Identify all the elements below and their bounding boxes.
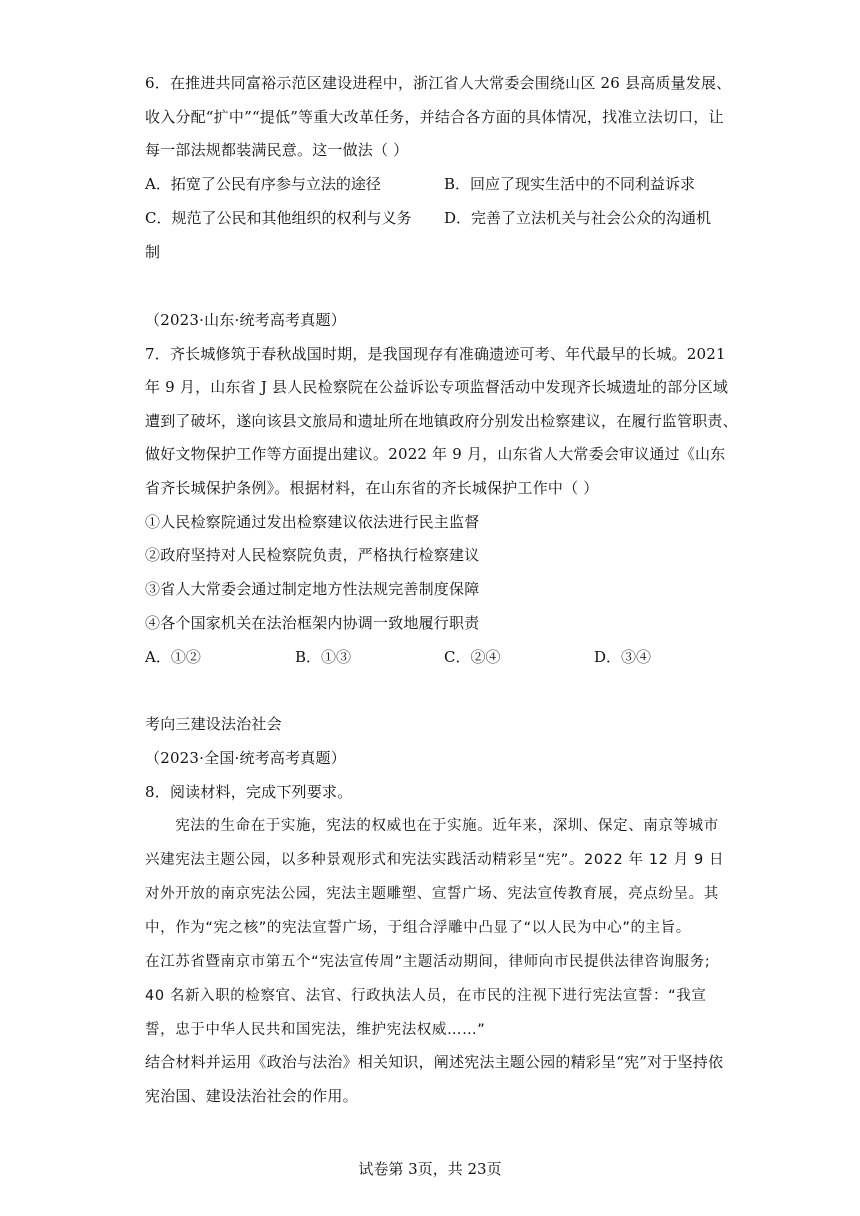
q6-stem-line-1: 6．在推进共同富裕示范区建设进程中，浙江省人大常委会围绕山区 26 县高质量发展、 [145, 74, 732, 92]
q8-material-line-1: 宪法的生命在于实施，宪法的权威也在于实施。近年来，深圳、保定、南京等城市 [145, 818, 719, 834]
page-footer: 试卷第 3页，共 23页 [358, 1160, 502, 1178]
q7-option-d: D．③④ [594, 648, 652, 666]
q7-statement-3: ③省人大常委会通过制定地方性法规完善制度保障 [145, 580, 480, 598]
q6-option-d: D．完善了立法机关与社会公众的沟通机 [444, 209, 712, 227]
q6-option-d-continued: 制 [145, 243, 161, 261]
q8-question-line-1: 结合材料并运用《政治与法治》相关知识，阐述宪法主题公园的精彩呈“宪”对于坚持依 [145, 1053, 724, 1071]
q7-option-a: A．①② [145, 648, 201, 666]
q8-stem: 8．阅读材料，完成下列要求。 [145, 783, 353, 801]
q7-stem-line-2: 年 9 月，山东省 J 县人民检察院在公益诉讼专项监督活动中发现齐长城遗址的部分区域 [145, 378, 729, 396]
q7-statement-1: ①人民检察院通过发出检察建议依法进行民主监督 [145, 513, 480, 531]
q8-material-line-7: 誓，忠于中华人民共和国宪法，维护宪法权威……” [145, 1022, 486, 1038]
q8-material-line-5: 在江苏省暨南京市第五个“宪法宣传周”主题活动期间，律师向市民提供法律咨询服务; [145, 954, 711, 970]
q8-material-line-2: 兴建宪法主题公园，以多种景观形式和宪法实践活动精彩呈“宪”。2022 年 12 月 9 日 [145, 852, 725, 868]
q7-option-c: C．②④ [444, 648, 501, 666]
q8-material-line-6: 40 名新入职的检察官、法官、行政执法人员，在市民的注视下进行宪法宣誓：“我宣 [145, 988, 707, 1004]
q7-statement-4: ④各个国家机关在法治框架内协调一致地履行职责 [145, 614, 480, 632]
q7-stem-line-5: 省齐长城保护条例》。根据材料，在山东省的齐长城保护工作中（ ） [145, 479, 599, 497]
q7-stem-line-3: 遭到了破坏，遂向该县文旅局和遗址所在地镇政府分别发出检察建议，在履行监管职责、 [145, 412, 738, 430]
q8-question-line-2: 宪治国、建设法治社会的作用。 [145, 1087, 358, 1105]
section-title: 考向三建设法治社会 [145, 715, 282, 733]
q7-option-b: B．①③ [295, 648, 352, 666]
q8-material-line-3: 对外开放的南京宪法公园，宪法主题雕塑、宣誓广场、宪法宣传教育展，亮点纷呈。其 [145, 886, 719, 902]
q7-stem-line-4: 做好文物保护工作等方面提出建议。2022 年 9 月，山东省人大常委会审议通过《山东 [145, 445, 726, 463]
q7-stem-line-1: 7．齐长城修筑于春秋战国时期，是我国现存有准确遗迹可考、年代最早的长城。2021 [145, 345, 726, 363]
q6-stem-line-2: 收入分配“扩中”“提低”等重大改革任务，并结合各方面的具体情况，找准立法切口，让 [145, 108, 724, 126]
q6-option-c: C．规范了公民和其他组织的权利与义务 [145, 209, 412, 227]
q7-source: （2023·山东·统考高考真题） [145, 311, 346, 329]
q6-stem-line-3: 每一部法规都装满民意。这一做法（ ） [145, 141, 409, 159]
section-source: （2023·全国·统考高考真题） [145, 749, 346, 767]
q6-option-b: B．回应了现实生活中的不同利益诉求 [444, 175, 696, 193]
q7-statement-2: ②政府坚持对人民检察院负责，严格执行检察建议 [145, 546, 480, 564]
q6-option-a: A．拓宽了公民有序参与立法的途径 [145, 175, 381, 193]
q8-material-line-4: 中，作为“宪之核”的宪法宣誓广场，于组合浮雕中凸显了“以人民为中心”的主旨。 [145, 920, 691, 936]
